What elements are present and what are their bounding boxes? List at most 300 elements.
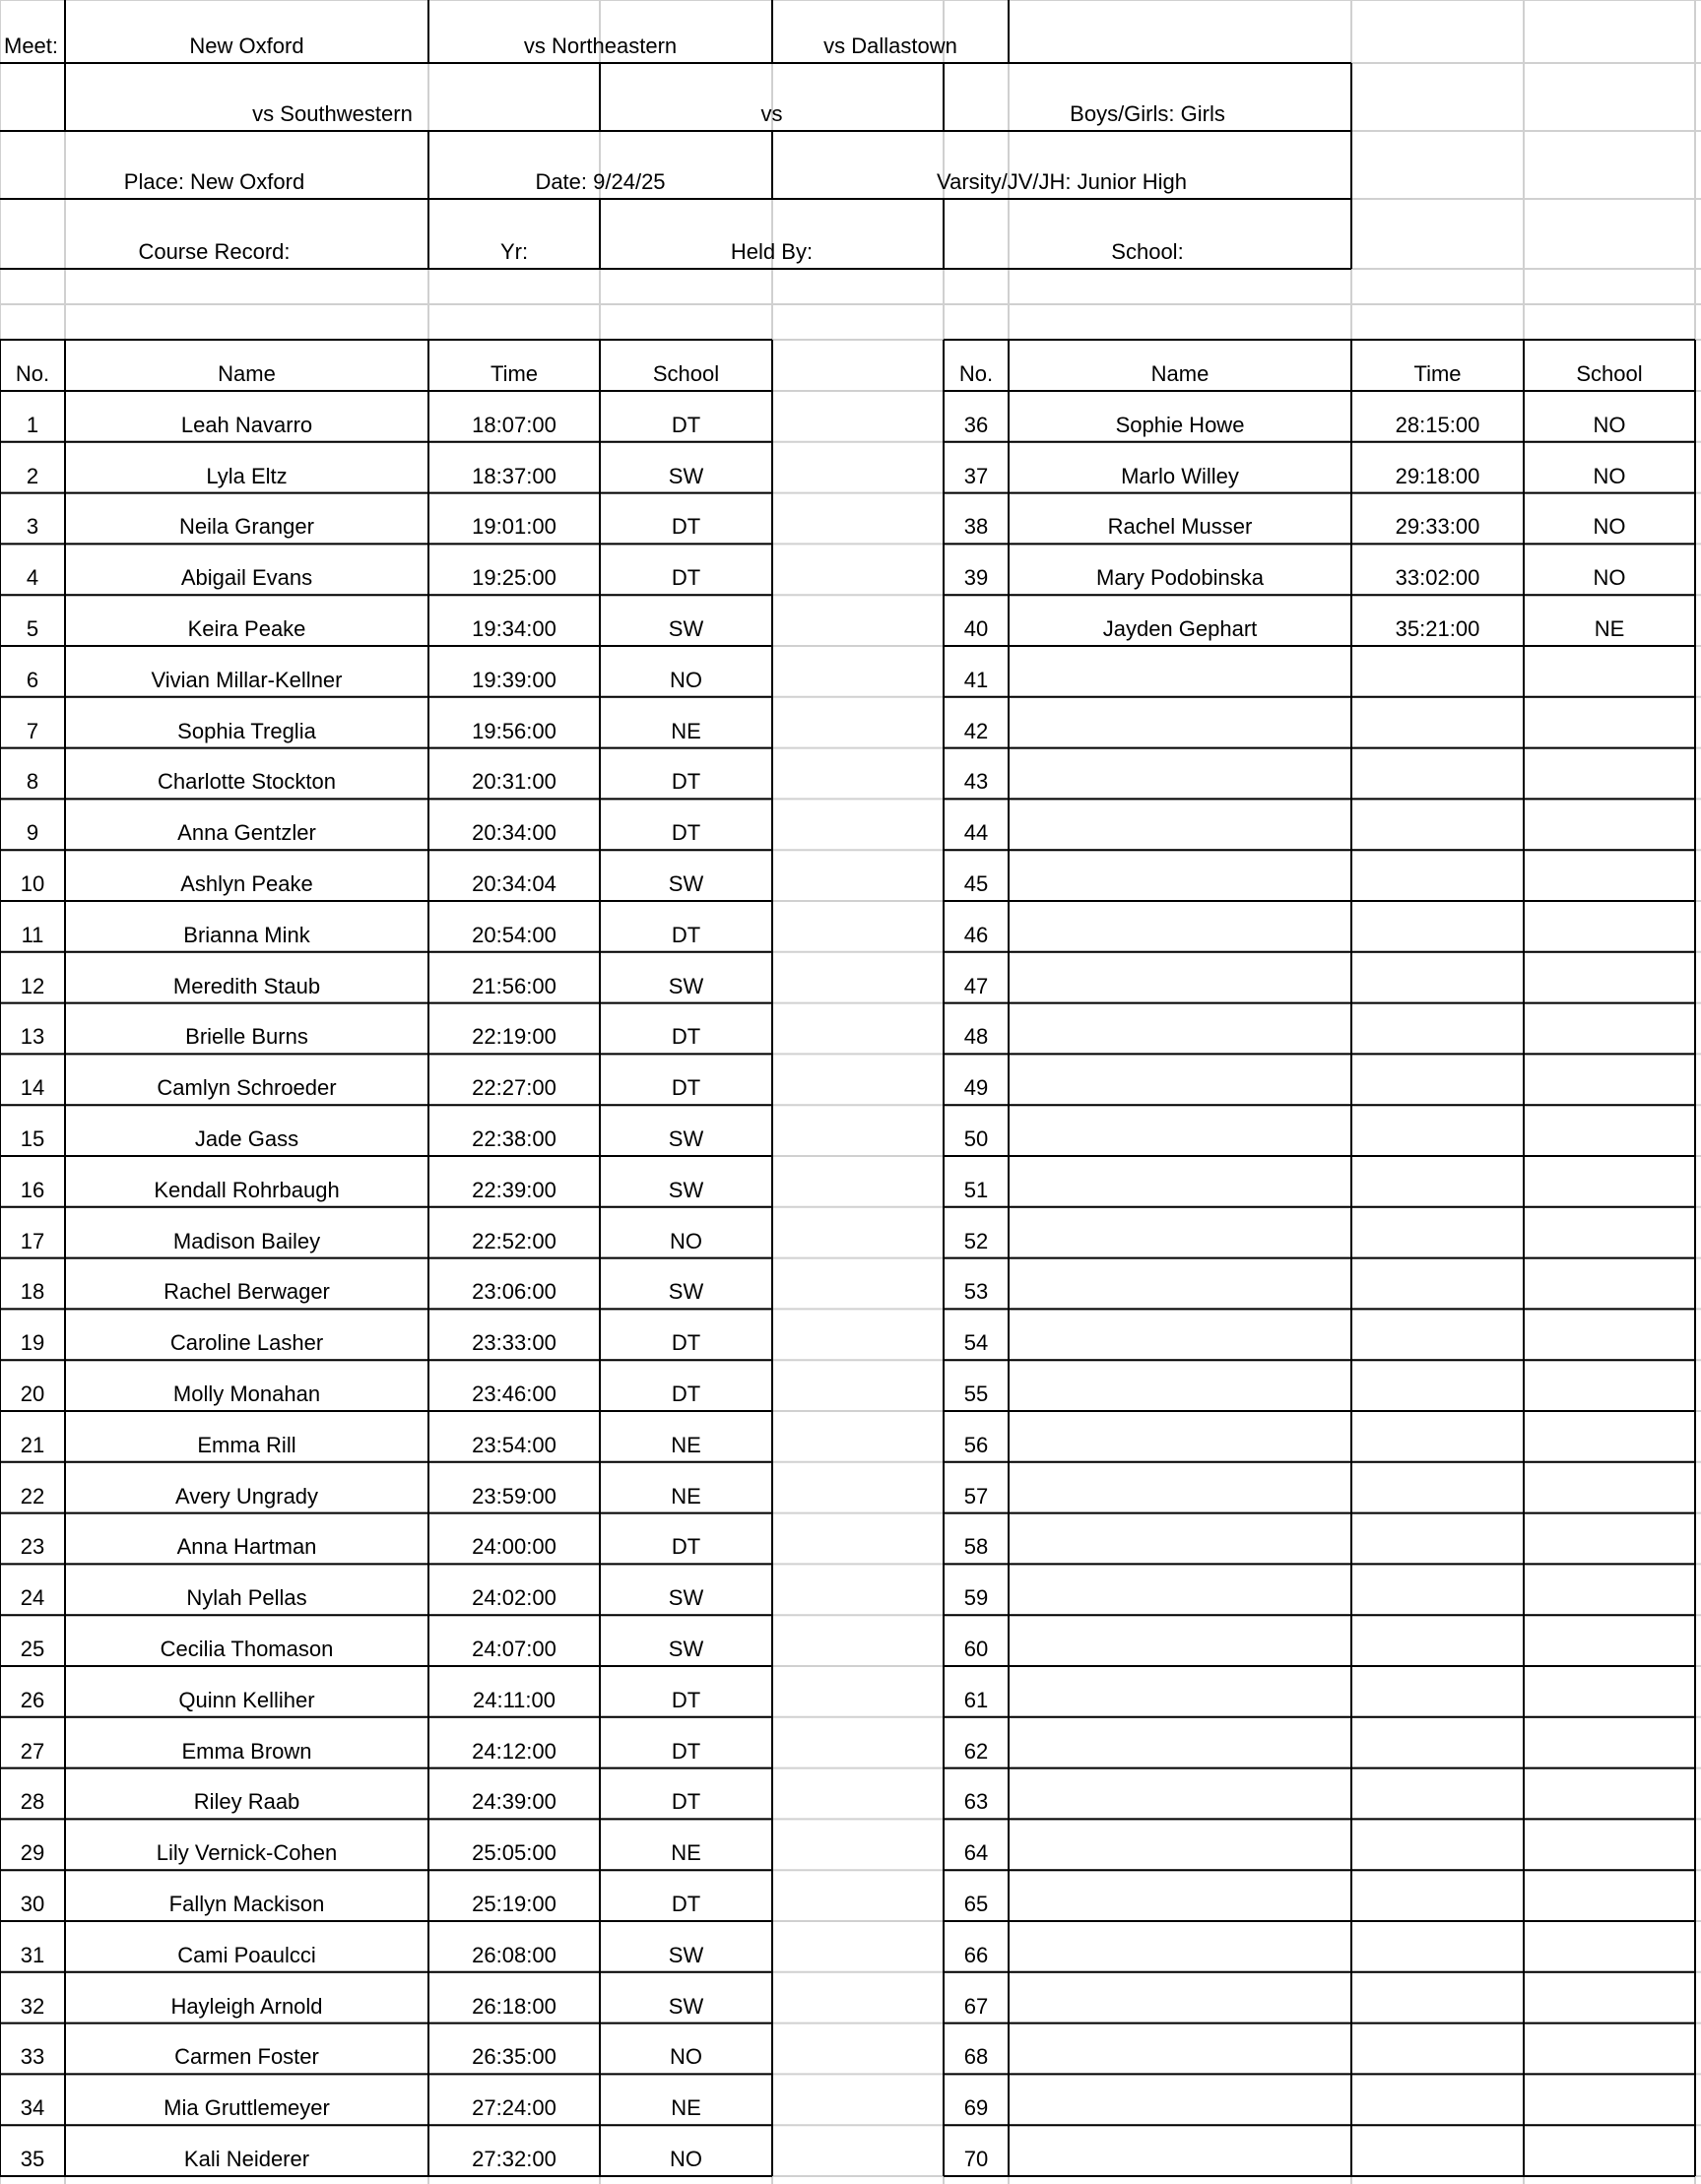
left-row-time: 20:34:04 [472, 870, 556, 896]
right-row-school [1524, 2125, 1695, 2176]
right-row-time [1351, 1309, 1524, 1360]
right-row-time [1351, 1768, 1524, 1820]
left-row-school: DT [671, 412, 701, 437]
right-row-time: 33:02:00 [1395, 565, 1480, 591]
left-row-name: Mia Gruttlemeyer [164, 2095, 330, 2121]
right-row-no: 62 [963, 1738, 989, 1764]
left-row-name: Emma Brown [181, 1738, 312, 1764]
left-row-time: 21:56:00 [472, 973, 556, 998]
left-row-school: NE [671, 1840, 701, 1866]
left-row-name: Sophia Treglia [177, 718, 316, 743]
right-row-name [1009, 850, 1351, 901]
right-row-school [1524, 1258, 1695, 1310]
right-row-time [1351, 1054, 1524, 1105]
right-row-school [1524, 1003, 1695, 1055]
left-row-name: Vivian Millar-Kellner [151, 667, 343, 692]
left-row-name: Molly Monahan [172, 1381, 321, 1406]
right-row-name [1009, 901, 1351, 952]
meet-opponent-4: vs [760, 101, 783, 126]
right-row-time [1351, 748, 1524, 800]
left-row-time: 24:11:00 [472, 1687, 556, 1712]
left-row-name: Kali Neiderer [183, 2146, 310, 2171]
right-row-school [1524, 1156, 1695, 1207]
right-row-no: 68 [963, 2044, 989, 2070]
left-row-school: DT [671, 769, 701, 795]
left-row-time: 22:39:00 [472, 1177, 556, 1202]
left-row-name: Hayleigh Arnold [170, 1993, 323, 2019]
right-row-name [1009, 1360, 1351, 1411]
meet-opponent-1: vs Northeastern [523, 33, 678, 58]
right-row-no: 48 [963, 1024, 989, 1050]
left-row-school: NE [671, 1483, 701, 1509]
left-row-time: 23:59:00 [472, 1483, 556, 1509]
right-row-school [1524, 1105, 1695, 1156]
left-row-no: 24 [20, 1585, 45, 1611]
left-row-time: 19:39:00 [472, 667, 556, 692]
left-header-school: School [652, 361, 720, 386]
record-year-label: Yr: [499, 239, 529, 264]
right-row-school [1524, 1309, 1695, 1360]
left-row-school: SW [668, 1125, 704, 1151]
left-row-time: 26:35:00 [472, 2044, 556, 2070]
right-row-school [1524, 1564, 1695, 1615]
right-row-no: 66 [963, 1942, 989, 1967]
right-header-name: Name [1150, 361, 1210, 386]
left-row-time: 20:31:00 [472, 769, 556, 795]
left-row-time: 23:54:00 [472, 1432, 556, 1457]
left-row-time: 27:24:00 [472, 2095, 556, 2121]
left-row-name: Quinn Kelliher [178, 1687, 315, 1712]
right-row-name [1009, 748, 1351, 800]
right-row-name [1009, 1411, 1351, 1462]
left-row-time: 23:33:00 [472, 1330, 556, 1356]
left-row-name: Carmen Foster [174, 2044, 319, 2070]
left-row-no: 4 [26, 565, 39, 591]
right-row-time: 28:15:00 [1395, 412, 1480, 437]
right-row-school [1524, 2074, 1695, 2125]
left-row-time: 27:32:00 [472, 2146, 556, 2171]
left-header-name: Name [218, 361, 276, 386]
right-row-time [1351, 1564, 1524, 1615]
left-row-time: 24:39:00 [472, 1789, 556, 1815]
left-row-time: 25:05:00 [472, 1840, 556, 1866]
left-row-school: SW [668, 1585, 704, 1611]
right-row-school [1524, 1615, 1695, 1666]
left-row-name: Caroline Lasher [169, 1330, 324, 1356]
right-row-time [1351, 697, 1524, 748]
left-row-no: 7 [26, 718, 39, 743]
left-row-school: SW [668, 1993, 704, 2019]
right-row-no: 69 [963, 2095, 989, 2121]
left-row-school: NE [671, 2095, 701, 2121]
right-row-no: 45 [963, 870, 989, 896]
meet-host: New Oxford [189, 33, 304, 58]
left-row-name: Charlotte Stockton [158, 769, 336, 795]
left-row-name: Fallyn Mackison [168, 1891, 325, 1916]
right-row-no: 44 [963, 820, 989, 846]
right-row-no: 55 [963, 1381, 989, 1406]
right-row-no: 52 [963, 1228, 989, 1253]
right-row-no: 47 [963, 973, 989, 998]
left-row-name: Kendall Rohrbaugh [154, 1177, 340, 1202]
left-row-name: Camlyn Schroeder [157, 1075, 337, 1101]
left-row-no: 17 [20, 1228, 45, 1253]
left-row-school: DT [671, 922, 701, 947]
left-row-no: 5 [26, 615, 39, 641]
left-row-school: SW [668, 1279, 704, 1305]
right-row-name: Mary Podobinska [1096, 565, 1264, 591]
right-row-name [1009, 952, 1351, 1003]
right-row-time [1351, 1258, 1524, 1310]
right-row-no: 56 [963, 1432, 989, 1457]
left-row-no: 25 [20, 1636, 45, 1661]
left-row-name: Anna Gentzler [177, 820, 316, 846]
left-row-no: 26 [20, 1687, 45, 1712]
left-row-time: 20:54:00 [472, 922, 556, 947]
right-row-time [1351, 1105, 1524, 1156]
right-row-name [1009, 646, 1351, 697]
right-row-no: 58 [963, 1534, 989, 1560]
left-row-no: 23 [20, 1534, 45, 1560]
right-row-name [1009, 799, 1351, 850]
left-row-name: Keira Peake [187, 615, 306, 641]
right-row-time [1351, 1003, 1524, 1055]
left-row-school: DT [671, 1024, 701, 1050]
right-row-time [1351, 901, 1524, 952]
right-row-name [1009, 1105, 1351, 1156]
left-row-no: 8 [26, 769, 39, 795]
left-row-name: Lily Vernick-Cohen [156, 1840, 338, 1866]
right-row-name [1009, 1717, 1351, 1768]
right-row-time [1351, 1513, 1524, 1565]
right-row-name [1009, 1768, 1351, 1820]
right-row-name [1009, 1870, 1351, 1921]
right-row-school [1524, 1513, 1695, 1565]
left-row-name: Riley Raab [193, 1789, 300, 1815]
right-row-school [1524, 901, 1695, 952]
right-row-name [1009, 1054, 1351, 1105]
left-row-no: 11 [21, 922, 44, 947]
right-row-time [1351, 1156, 1524, 1207]
left-row-school: DT [671, 1738, 701, 1764]
right-row-no: 61 [963, 1687, 989, 1712]
right-row-time [1351, 1921, 1524, 1972]
left-row-time: 20:34:00 [472, 820, 556, 846]
left-row-no: 13 [20, 1024, 45, 1050]
right-row-school [1524, 1360, 1695, 1411]
left-row-no: 21 [20, 1432, 45, 1457]
left-row-name: Meredith Staub [172, 973, 321, 998]
right-row-no: 63 [963, 1789, 989, 1815]
right-row-name [1009, 697, 1351, 748]
left-row-no: 9 [26, 820, 39, 846]
left-row-school: DT [671, 1891, 701, 1916]
left-row-school: NE [671, 718, 701, 743]
left-row-no: 22 [20, 1483, 45, 1509]
right-row-no: 54 [963, 1330, 989, 1356]
right-row-no: 60 [963, 1636, 989, 1661]
left-row-school: NO [670, 2044, 702, 2070]
left-row-school: DT [671, 565, 701, 591]
left-row-time: 22:19:00 [472, 1024, 556, 1050]
left-row-no: 2 [26, 463, 39, 488]
right-row-no: 36 [963, 412, 989, 437]
right-row-name [1009, 1564, 1351, 1615]
left-row-no: 19 [20, 1330, 45, 1356]
right-row-time: 29:18:00 [1395, 463, 1480, 488]
right-row-name [1009, 1156, 1351, 1207]
right-row-no: 49 [963, 1075, 989, 1101]
right-row-no: 37 [963, 463, 989, 488]
left-row-school: DT [671, 1534, 701, 1560]
left-row-name: Lyla Eltz [206, 463, 288, 488]
right-row-school [1524, 1972, 1695, 2023]
right-header-school: School [1576, 361, 1643, 386]
course-record-label: Course Record: [138, 239, 291, 264]
left-row-no: 30 [20, 1891, 45, 1916]
left-row-time: 19:34:00 [472, 615, 556, 641]
right-row-time: 29:33:00 [1395, 514, 1480, 540]
right-row-school [1524, 850, 1695, 901]
right-row-no: 70 [963, 2146, 989, 2171]
left-row-time: 24:02:00 [472, 1585, 556, 1611]
right-row-no: 43 [963, 769, 989, 795]
right-row-name [1009, 1819, 1351, 1870]
right-row-name [1009, 2074, 1351, 2125]
left-row-time: 26:18:00 [472, 1993, 556, 2019]
left-row-school: NE [671, 1432, 701, 1457]
right-row-no: 57 [963, 1483, 989, 1509]
record-held-by-label: Held By: [730, 239, 814, 264]
right-row-name: Marlo Willey [1121, 463, 1239, 488]
right-row-school: NO [1593, 412, 1626, 437]
left-row-time: 19:01:00 [472, 514, 556, 540]
right-row-school [1524, 1054, 1695, 1105]
right-row-time [1351, 1615, 1524, 1666]
left-row-no: 34 [20, 2095, 45, 2121]
left-row-time: 24:00:00 [472, 1534, 556, 1560]
right-row-school [1524, 1870, 1695, 1921]
right-row-no: 64 [963, 1840, 989, 1866]
right-row-no: 40 [963, 615, 989, 641]
left-row-name: Leah Navarro [180, 412, 313, 437]
left-row-no: 35 [20, 2146, 45, 2171]
right-header-no: No. [958, 361, 994, 386]
left-row-name: Brianna Mink [183, 922, 310, 947]
right-row-school [1524, 646, 1695, 697]
left-row-name: Madison Bailey [172, 1228, 321, 1253]
right-row-name [1009, 1003, 1351, 1055]
left-row-school: SW [668, 973, 704, 998]
left-row-school: NO [670, 1228, 702, 1253]
left-row-time: 24:12:00 [472, 1738, 556, 1764]
left-row-name: Cami Poaulcci [177, 1942, 316, 1967]
right-row-no: 65 [963, 1891, 989, 1916]
left-row-time: 19:25:00 [472, 565, 556, 591]
right-row-time [1351, 1360, 1524, 1411]
left-row-school: SW [668, 1177, 704, 1202]
left-row-no: 32 [20, 1993, 45, 2019]
record-school-label: School: [1111, 239, 1184, 264]
right-row-time [1351, 1972, 1524, 2023]
right-row-time [1351, 1870, 1524, 1921]
left-row-name: Ashlyn Peake [180, 870, 313, 896]
right-row-no: 59 [963, 1585, 989, 1611]
left-row-time: 24:07:00 [472, 1636, 556, 1661]
left-row-no: 16 [20, 1177, 45, 1202]
left-row-school: DT [671, 1687, 701, 1712]
right-row-no: 53 [963, 1279, 989, 1305]
left-row-no: 33 [20, 2044, 45, 2070]
right-row-time [1351, 1207, 1524, 1258]
left-row-no: 14 [20, 1075, 45, 1101]
right-row-school [1524, 1819, 1695, 1870]
right-row-time [1351, 850, 1524, 901]
meet-opponent-3: vs Southwestern [252, 101, 413, 126]
left-row-time: 18:07:00 [472, 412, 556, 437]
right-row-name [1009, 1258, 1351, 1310]
left-row-no: 12 [20, 973, 45, 998]
right-row-school [1524, 1411, 1695, 1462]
left-row-school: SW [668, 1942, 704, 1967]
right-row-time [1351, 952, 1524, 1003]
right-row-school [1524, 1921, 1695, 1972]
left-row-school: DT [671, 1381, 701, 1406]
meet-level: Varsity/JV/JH: Junior High [937, 169, 1187, 194]
left-row-time: 22:38:00 [472, 1125, 556, 1151]
right-row-school [1524, 952, 1695, 1003]
right-row-name: Jayden Gephart [1102, 615, 1258, 641]
right-row-no: 46 [963, 922, 989, 947]
right-row-time [1351, 2023, 1524, 2075]
left-row-name: Brielle Burns [185, 1024, 308, 1050]
meet-gender: Boys/Girls: Girls [1070, 101, 1225, 126]
left-row-no: 29 [20, 1840, 45, 1866]
left-header-no: No. [15, 361, 50, 386]
meet-place: Place: New Oxford [123, 169, 305, 194]
left-row-school: NO [670, 2146, 702, 2171]
meet-date: Date: 9/24/25 [535, 169, 666, 194]
left-row-school: SW [668, 870, 704, 896]
left-row-no: 27 [20, 1738, 45, 1764]
left-row-school: DT [671, 1789, 701, 1815]
meet-label: Meet: [4, 33, 59, 58]
left-row-time: 23:06:00 [472, 1279, 556, 1305]
right-row-time [1351, 2074, 1524, 2125]
left-row-school: DT [671, 820, 701, 846]
right-row-name [1009, 1207, 1351, 1258]
left-row-no: 20 [20, 1381, 45, 1406]
right-row-no: 67 [963, 1993, 989, 2019]
right-row-name: Sophie Howe [1115, 412, 1245, 437]
right-row-school: NO [1593, 514, 1626, 540]
left-row-no: 6 [26, 667, 39, 692]
right-row-school [1524, 1666, 1695, 1717]
right-row-time: 35:21:00 [1395, 615, 1480, 641]
left-row-no: 31 [20, 1942, 45, 1967]
right-row-name [1009, 1615, 1351, 1666]
right-row-school [1524, 1717, 1695, 1768]
left-row-school: DT [671, 1330, 701, 1356]
left-header-time: Time [490, 361, 539, 386]
left-row-no: 3 [26, 514, 39, 540]
right-row-school [1524, 697, 1695, 748]
left-row-school: SW [668, 463, 704, 488]
right-row-school: NO [1593, 463, 1626, 488]
left-row-school: SW [668, 615, 704, 641]
left-row-time: 22:52:00 [472, 1228, 556, 1253]
right-row-name [1009, 1309, 1351, 1360]
left-row-time: 19:56:00 [472, 718, 556, 743]
right-row-school [1524, 1462, 1695, 1513]
right-row-no: 50 [963, 1125, 989, 1151]
left-row-no: 1 [26, 412, 39, 437]
left-row-name: Abigail Evans [180, 565, 313, 591]
left-row-school: NO [670, 667, 702, 692]
left-row-no: 15 [20, 1125, 45, 1151]
right-row-school [1524, 1768, 1695, 1820]
left-row-name: Avery Ungrady [174, 1483, 319, 1509]
right-row-name [1009, 1513, 1351, 1565]
right-row-name [1009, 1972, 1351, 2023]
right-row-school [1524, 2023, 1695, 2075]
left-row-time: 25:19:00 [472, 1891, 556, 1916]
left-row-time: 22:27:00 [472, 1075, 556, 1101]
right-row-name [1009, 1921, 1351, 1972]
right-header-time: Time [1413, 361, 1462, 386]
right-row-no: 42 [963, 718, 989, 743]
right-row-school [1524, 1207, 1695, 1258]
right-row-no: 38 [963, 514, 989, 540]
right-row-name: Rachel Musser [1107, 514, 1253, 540]
right-row-school: NE [1594, 615, 1625, 641]
right-row-name [1009, 2023, 1351, 2075]
right-row-name [1009, 1666, 1351, 1717]
meet-opponent-2: vs Dallastown [823, 33, 957, 58]
left-row-no: 28 [20, 1789, 45, 1815]
right-row-school [1524, 799, 1695, 850]
left-row-school: SW [668, 1636, 704, 1661]
right-row-no: 41 [963, 667, 989, 692]
right-row-name [1009, 1462, 1351, 1513]
right-row-time [1351, 799, 1524, 850]
right-row-time [1351, 1411, 1524, 1462]
left-row-school: DT [671, 1075, 701, 1101]
right-row-time [1351, 2125, 1524, 2176]
right-row-time [1351, 1666, 1524, 1717]
right-row-time [1351, 1819, 1524, 1870]
left-row-name: Anna Hartman [176, 1534, 317, 1560]
right-row-time [1351, 1462, 1524, 1513]
left-row-no: 18 [20, 1279, 45, 1305]
left-row-name: Neila Granger [179, 514, 314, 540]
left-row-time: 18:37:00 [472, 463, 556, 488]
left-row-name: Cecilia Thomason [160, 1636, 334, 1661]
right-row-no: 51 [963, 1177, 989, 1202]
left-row-name: Jade Gass [194, 1125, 299, 1151]
right-row-time [1351, 646, 1524, 697]
left-row-name: Nylah Pellas [186, 1585, 307, 1611]
right-row-school: NO [1593, 565, 1626, 591]
left-row-school: DT [671, 514, 701, 540]
right-row-school [1524, 748, 1695, 800]
left-row-time: 26:08:00 [472, 1942, 556, 1967]
right-row-time [1351, 1717, 1524, 1768]
right-row-no: 39 [963, 565, 989, 591]
left-row-time: 23:46:00 [472, 1381, 556, 1406]
right-row-name [1009, 2125, 1351, 2176]
left-row-no: 10 [20, 870, 45, 896]
